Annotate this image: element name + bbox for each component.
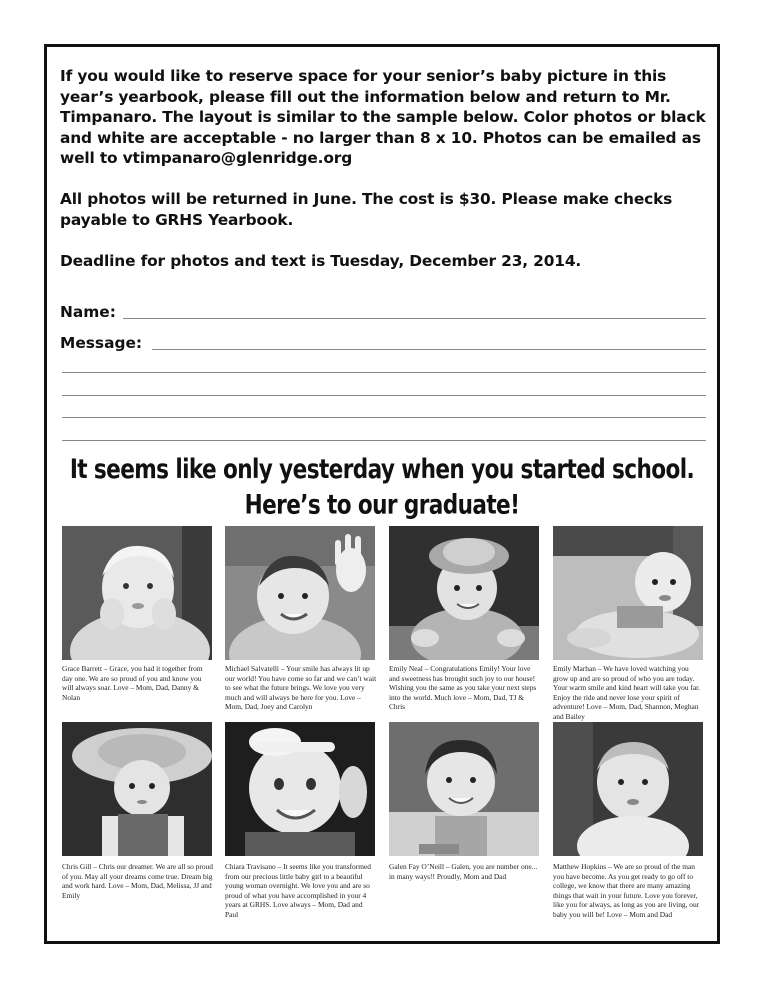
instructions xyxy=(60,66,710,292)
headline-line-1: It seems like only yesterday when you started school. xyxy=(69,453,695,485)
caption-1: Grace Barrett – Grace, you had it together from day one. We are so proud of you and know you will always soar. Love – Mom, Dad, Danny & Nolan xyxy=(62,664,203,702)
baby-photo-8 xyxy=(553,722,703,856)
caption-8: Matthew Hopkins – We are so proud of the man you have become. As you get ready to go off to college, we know that there are many amazing things that wait in your future. Love you forever, like you for always, as long as you are living, our baby you will be! Love – Mom and Dad xyxy=(553,862,700,919)
caption-5: Chris Gill – Chris our dreamer. We are all so proud of you. May all your dreams come true. Dream big and work hard. Love – Mom, Dad, Melissa, JJ and Emily xyxy=(62,862,213,900)
message-line-1[interactable] xyxy=(152,349,706,350)
caption-4: Emily Marhan – We have loved watching you grow up and are so proud of who you are today. Your warm smile and kind heart will take you far. Enjoy the ride and never lose your spirit of adventure! Love – Mom, Dad, Shannon, Meghan and Bailey xyxy=(553,664,701,721)
deadline-text: Deadline for photos and text is Tuesday, December 23, 2014. xyxy=(60,251,582,270)
instructions-paragraph-2: All photos will be returned in June. The cost is $30. Please make checks payable to GRHS Yearbook. xyxy=(60,190,673,229)
message-line-4[interactable] xyxy=(62,417,706,418)
caption-7: Galen Fay O’Neill – Galen, you are number one... in many ways!! Proudly, Mom and Dad xyxy=(389,862,538,881)
message-label: Message: xyxy=(60,334,143,352)
baby-photo-5 xyxy=(62,722,212,856)
baby-photo-1 xyxy=(62,526,212,660)
baby-photo-2 xyxy=(225,526,375,660)
message-line-2[interactable] xyxy=(62,372,706,373)
baby-photo-6 xyxy=(225,722,375,856)
caption-3: Emily Neal – Congratulations Emily! Your love and sweetness has brought such joy to our house! Wishing you the same as you take your next steps into the world. Much love – Mom, Dad, TJ & Chris xyxy=(389,664,537,712)
name-label: Name: xyxy=(60,303,116,321)
caption-2: Michael Salvatelli – Your smile has always lit up our world! You have come so far and we can’t wait to see what the future brings. We love you very much and will always be here for you. Love – Mom, Dad, Joey and Carolyn xyxy=(225,664,377,712)
baby-photo-3 xyxy=(389,526,539,660)
instructions-paragraph-1: If you would like to reserve space for your senior’s baby picture in this year’s yearbook, please fill out the information below and return to Mr. Timpanaro. The layout is similar to the sample below. Color photos or black and white are acceptable - no larger than 8 x 10. Photos can be emailed as well to vtimpanaro@glenridge.org xyxy=(60,67,706,167)
baby-photo-7 xyxy=(389,722,539,856)
message-line-3[interactable] xyxy=(62,395,706,396)
caption-6: Chiara Travisano – It seems like you transformed from our precious little baby girl to a beautiful young woman overnight. We love you and are so proud of what you have accomplished in your 4 years at GRHS. Love always – Mom, Dad and Paul xyxy=(225,862,371,919)
message-line-5[interactable] xyxy=(62,440,706,441)
baby-photo-4 xyxy=(553,526,703,660)
headline-line-2: Here’s to our graduate! xyxy=(244,489,520,521)
headline xyxy=(46,451,718,523)
name-line[interactable] xyxy=(123,318,706,319)
